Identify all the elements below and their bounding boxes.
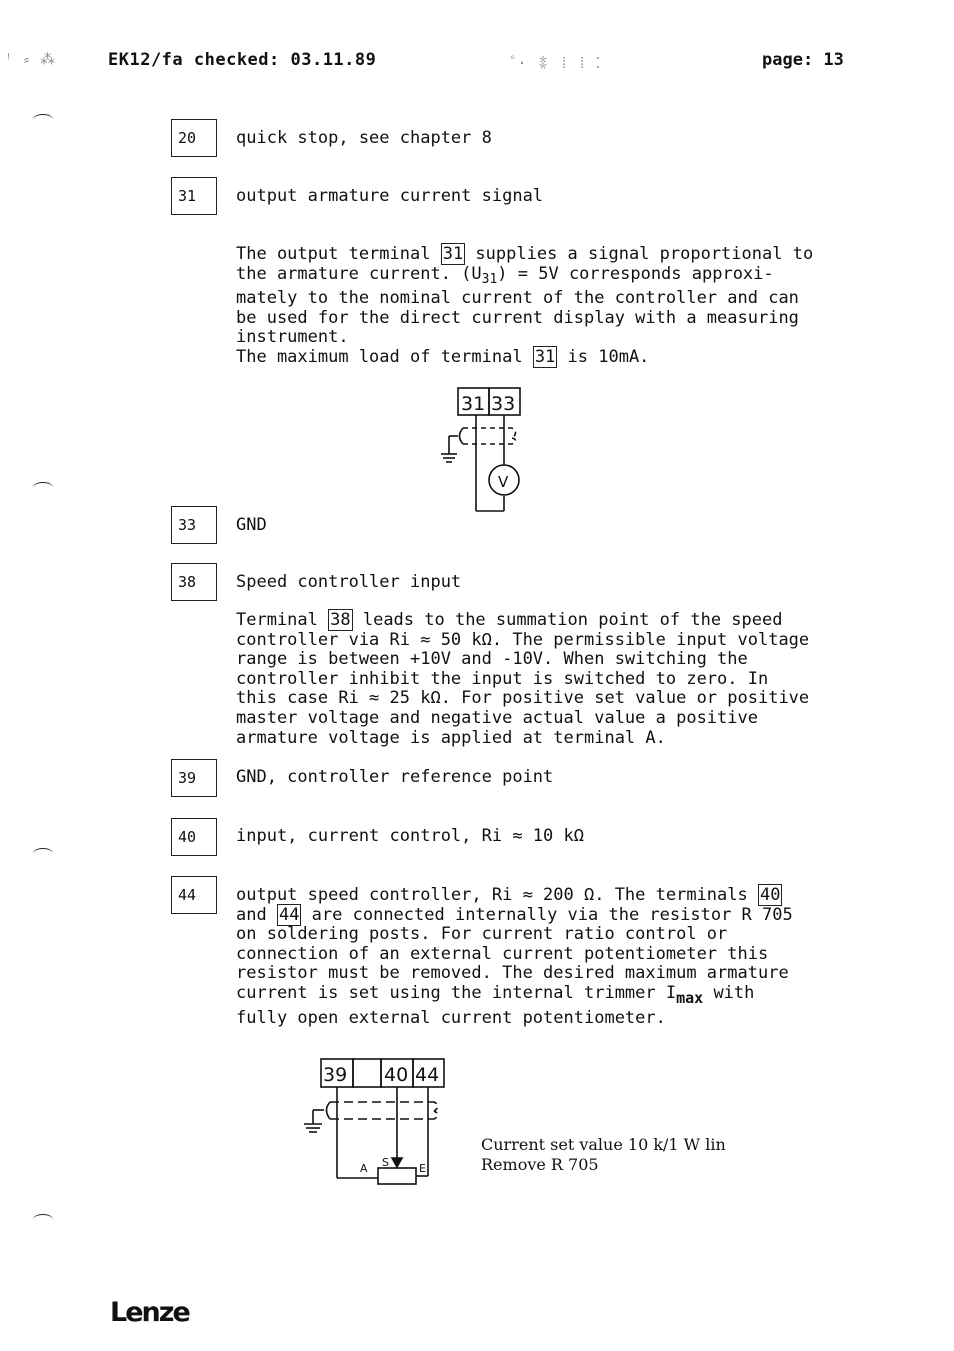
terminal-box-38: 38 [171, 563, 217, 601]
diagram-terminal-label: 39 [323, 1064, 348, 1086]
inline-terminal-ref: 40 [760, 885, 781, 905]
inline-terminal-ref: 31 [442, 244, 464, 264]
diagram-terminal-label: 44 [415, 1064, 440, 1086]
terminal-box-44: 44 [171, 876, 217, 914]
header-reference: EK12/fa checked: 03.11.89 [108, 50, 377, 70]
pot-terminal-label: E [419, 1162, 426, 1175]
lenze-logo: Lenze [110, 1297, 189, 1328]
diagram-terminal-label: 33 [491, 393, 516, 415]
diagram-caption-line2: Remove R 705 [481, 1155, 599, 1174]
inline-terminal-ref: 44 [278, 904, 300, 925]
pot-terminal-label: A [360, 1162, 368, 1175]
terminal-title-44: output speed controller, Ri ≈ 200 Ω. The terminals [236, 885, 748, 905]
terminal-title-31: output armature current signal [236, 186, 544, 206]
terminal-title-38: Speed controller input [236, 572, 462, 592]
scan-smudge: ꜝ ⸗ ⁂ [4, 50, 56, 68]
terminal-title-20: quick stop, see chapter 8 [236, 128, 492, 148]
diagram-terminal-label: 40 [384, 1064, 409, 1086]
page-number: page: 13 [762, 50, 844, 70]
diagram-caption-line1: Current set value 10 k/1 W lin [481, 1135, 726, 1154]
terminal-box-40: 40 [171, 818, 217, 856]
voltmeter-symbol: V [498, 473, 509, 491]
terminal-44-description: output speed controller, Ri ≈ 200 Ω. The terminals 40 and 44 are connected internally via the resistor R 705 on soldering posts. For current ratio control or connection of an external current potentiometer this resistor must be removed. The desired maximum armature current is set using the internal trimmer Imax with fully open external current potentiometer. [236, 885, 793, 1028]
terminal-box-33: 33 [171, 506, 217, 544]
terminal-box-31: 31 [171, 177, 217, 215]
inline-terminal-ref: 38 [330, 610, 351, 630]
terminal-box-39: 39 [171, 759, 217, 797]
pot-terminal-label: S [382, 1156, 389, 1169]
scan-smudge: ﾟ· ⁑ ⁞ ⁞ ⁚ [510, 54, 601, 72]
terminal-box-20: 20 [171, 119, 217, 157]
terminal-title-39: GND, controller reference point [236, 767, 554, 787]
terminal-31-description: The output terminal 31 supplies a signal proportional to the armature current. $(U_{31}) = 5V$ corresponds approxi- mately to the nominal current of the controller and can be used for the direct current display with a measuring instrument. The maximum load of terminal 31 is 10mA. [236, 244, 814, 367]
terminal-38-description: Terminal 38 leads to the summation point of the speed controller via Ri ≈ 50 kΩ. The permissible input voltage range is between +10V and -10V. When switching the controller inhibit the input is switched to zero. In this case Ri ≈ 25 kΩ. For positive set value or positive master voltage and negative actual value a positive armature voltage is applied at terminal A. [236, 610, 810, 748]
diagram-terminal-label: 31 [461, 393, 486, 415]
terminal-title-33: GND [236, 515, 267, 535]
inline-terminal-ref: 31 [534, 346, 556, 367]
terminal-title-40: input, current control, Ri ≈ 10 kΩ [236, 826, 584, 846]
